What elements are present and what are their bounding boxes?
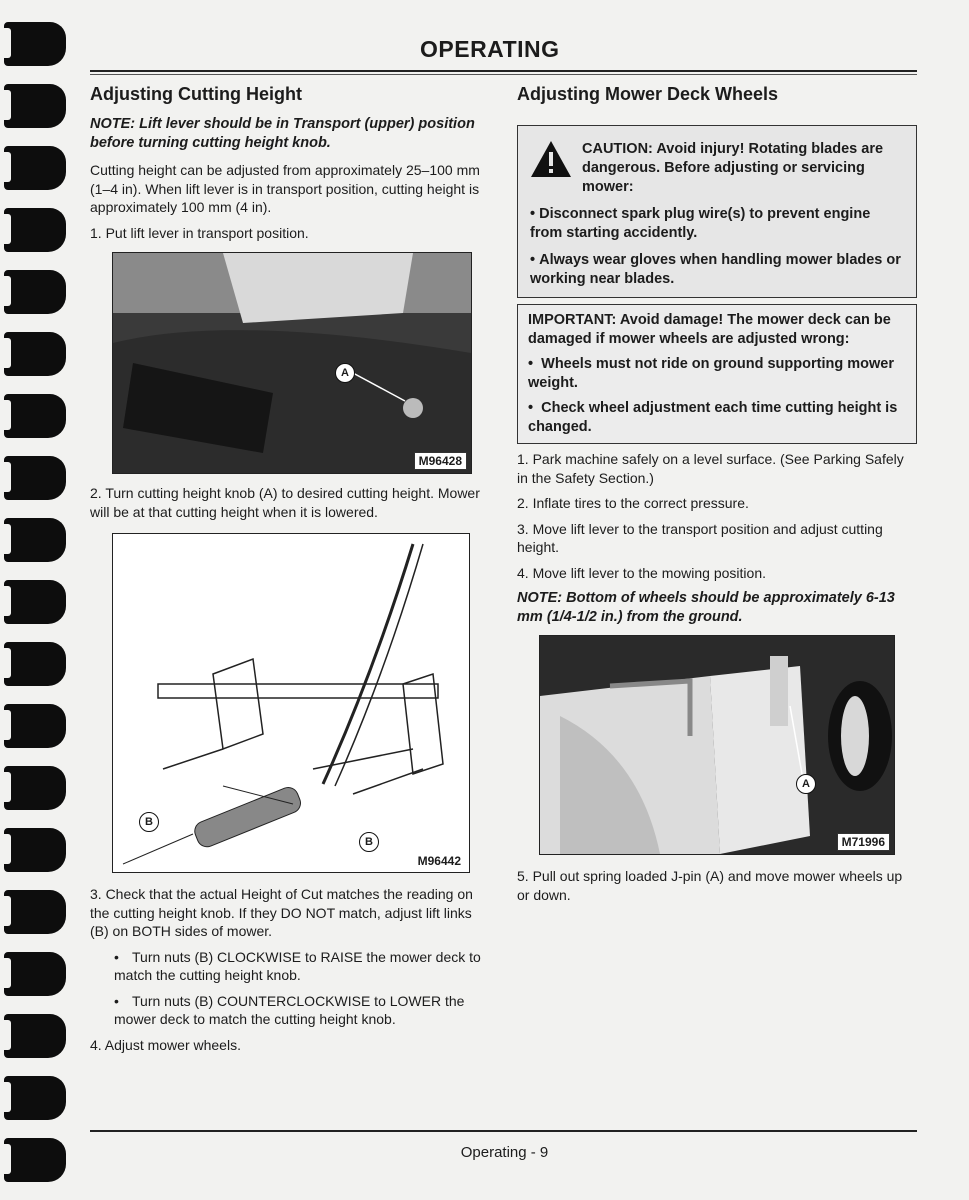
figure-lift-links: [112, 533, 470, 873]
deck-wheels-heading: Adjusting Mower Deck Wheels: [517, 84, 779, 104]
bullet-counterclockwise: • Turn nuts (B) COUNTERCLOCKWISE to LOWER the mower deck to match the cutting height knob.: [114, 992, 465, 1027]
callout-a: A: [335, 363, 355, 383]
binding-ring: [4, 456, 66, 500]
page-footer: Operating - 9: [460, 1144, 549, 1161]
step-4: 4. Adjust mower wheels.: [90, 1036, 241, 1053]
right-step-3: 3. Move lift lever to the transport position and adjust cutting height.: [517, 520, 883, 555]
step-2: 2. Turn cutting height knob (A) to desired cutting height. Mower will be at that cutting height when it is lowered.: [90, 485, 480, 520]
binding-ring: [4, 518, 66, 562]
spiral-binding: [0, 0, 70, 1200]
important-box: [517, 304, 917, 444]
binding-ring: [4, 890, 66, 934]
binding-ring: [4, 84, 66, 128]
step-1: 1. Put lift lever in transport position.: [90, 224, 309, 241]
right-step-4: 4. Move lift lever to the mowing position.: [517, 564, 767, 581]
cutting-height-heading: Adjusting Cutting Height: [90, 84, 302, 104]
binding-ring: [4, 270, 66, 314]
callout-a: A: [796, 774, 816, 794]
right-step-5: 5. Pull out spring loaded J-pin (A) and move mower wheels up or down.: [517, 868, 903, 903]
binding-ring: [4, 580, 66, 624]
j-pin-photo: [540, 636, 894, 854]
binding-ring: [4, 208, 66, 252]
binding-ring: [4, 146, 66, 190]
wheel-height-note: NOTE: Bottom of wheels should be approximately 6-13 mm (1/4-1/2 in.) from the ground.: [517, 590, 895, 625]
binding-ring: [4, 394, 66, 438]
step-3: 3. Check that the actual Height of Cut matches the reading on the cutting height knob. If they DO NOT match, adjust lift links (B) on BOTH sides of mower.: [90, 886, 473, 939]
binding-ring: [4, 704, 66, 748]
transport-note: NOTE: Lift lever should be in Transport (upper) position before turning cutting height knob.: [90, 116, 475, 151]
right-step-2: 2. Inflate tires to the correct pressure.: [517, 495, 749, 511]
binding-ring: [4, 828, 66, 872]
caution-bullet-spark-plug: • Disconnect spark plug wire(s) to prevent engine from starting accidently.: [530, 206, 871, 241]
binding-ring: [4, 22, 66, 66]
figure-id: M96442: [414, 853, 465, 869]
figure-cutting-knob: [112, 252, 472, 474]
cutting-height-intro: Cutting height can be adjusted from approximately 25–100 mm (1–4 in). When lift lever is in transport position, cutting height is approximately 100 mm (4 in).: [90, 162, 480, 215]
caution-bullet-gloves: • Always wear gloves when handling mower blades or working near blades.: [530, 252, 901, 287]
cutting-knob-photo: [113, 253, 471, 473]
important-bullet-check: • Check wheel adjustment each time cutting height is changed.: [528, 400, 898, 435]
callout-b-right: B: [359, 832, 379, 852]
left-column: [90, 84, 490, 1061]
figure-j-pin: [539, 635, 895, 855]
figure-id: M71996: [837, 833, 890, 851]
warning-triangle-icon: [530, 140, 572, 178]
binding-ring: [4, 642, 66, 686]
caution-box: [517, 125, 917, 298]
figure-id: M96428: [414, 452, 467, 470]
footer-rule: [90, 1130, 917, 1132]
right-column: [517, 84, 917, 911]
header-rule-thin: [90, 74, 917, 75]
binding-ring: [4, 1076, 66, 1120]
right-step-1: 1. Park machine safely on a level surface. (See Parking Safely in the Safety Section.): [517, 451, 904, 486]
section-title: OPERATING: [420, 36, 560, 62]
caution-text: CAUTION: Avoid injury! Rotating blades are dangerous. Before adjusting or servicing mower:: [582, 141, 884, 195]
important-text: IMPORTANT: Avoid damage! The mower deck can be damaged if mower wheels are adjusted wrong:: [528, 312, 891, 347]
binding-ring: [4, 1014, 66, 1058]
header-rule: [90, 70, 917, 72]
bullet-clockwise: • Turn nuts (B) CLOCKWISE to RAISE the mower deck to match the cutting height knob.: [114, 948, 481, 983]
binding-ring: [4, 766, 66, 810]
binding-ring: [4, 332, 66, 376]
callout-b-left: B: [139, 812, 159, 832]
lift-links-diagram: [113, 534, 469, 872]
important-bullet-ground: • Wheels must not ride on ground supporting mower weight.: [528, 356, 894, 391]
binding-ring: [4, 952, 66, 996]
